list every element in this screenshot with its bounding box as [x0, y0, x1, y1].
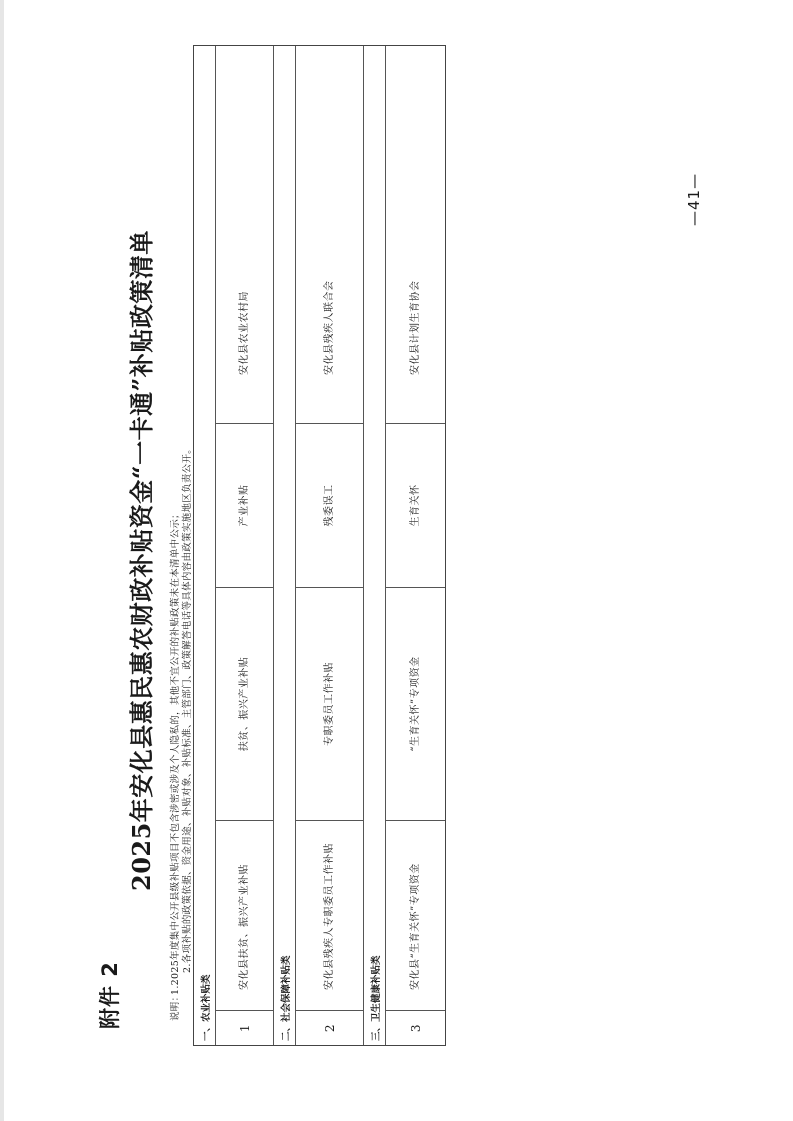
section-heading: 一、农业补贴类: [200, 974, 212, 1041]
department: 安化县残疾人联合会: [324, 280, 335, 375]
policy-name: 扶贫、振兴产业补贴: [216, 587, 273, 820]
section-heading: 三、卫生健康补贴类: [370, 955, 382, 1041]
row-number: 1: [216, 1010, 273, 1045]
table-row: [296, 46, 364, 1045]
table-row: [386, 46, 445, 1045]
page-number: —41—: [685, 172, 703, 226]
document-title: 2025年安化县惠民惠农财政补贴资金“一卡通”补贴政策清单: [127, 230, 156, 891]
policy-name: “生育关怀”专项资金: [386, 587, 445, 820]
section-row-agriculture: [194, 46, 216, 1045]
subsidy-type: 产业补贴: [216, 423, 273, 587]
subsidy-table: [193, 45, 446, 1046]
table-row: [216, 46, 274, 1045]
note-text-1: 1.2025年度集中公开县级补贴项目不包含涉密或涉及个人隐私的，其他不宜公开的补贴政策未在本清单中公示；: [170, 509, 181, 995]
project-name: 安化县残疾人专职委员工作补贴: [296, 820, 363, 1010]
attachment-label: 附件 2: [98, 961, 122, 1029]
department: 安化县计划生育协会: [410, 280, 421, 375]
subsidy-type: 生育关怀: [386, 423, 445, 587]
project-name: 安化县“生育关怀”专项资金: [386, 820, 445, 1010]
row-number: 3: [386, 1010, 445, 1045]
project-name: 安化县扶贫、振兴产业补贴: [216, 820, 273, 1010]
note-line-2: [179, 444, 193, 1021]
note-text-2: 2.各项补贴的政策依据、资金用途、补贴对象、补贴标准、主管部门、政策解答电话等具体内容由政策实施地区负责公开。: [182, 443, 193, 973]
row-number: 2: [296, 1010, 363, 1045]
section-heading: 二、社会保障补贴类: [280, 955, 292, 1041]
section-row-health: [364, 46, 386, 1045]
department: 安化县农业农村局: [239, 291, 250, 375]
subsidy-type: 残委误工: [296, 423, 363, 587]
note-label: 说明：: [170, 991, 181, 1021]
section-row-social-security: [274, 46, 296, 1045]
policy-name: 专职委员工作补贴: [296, 587, 363, 820]
